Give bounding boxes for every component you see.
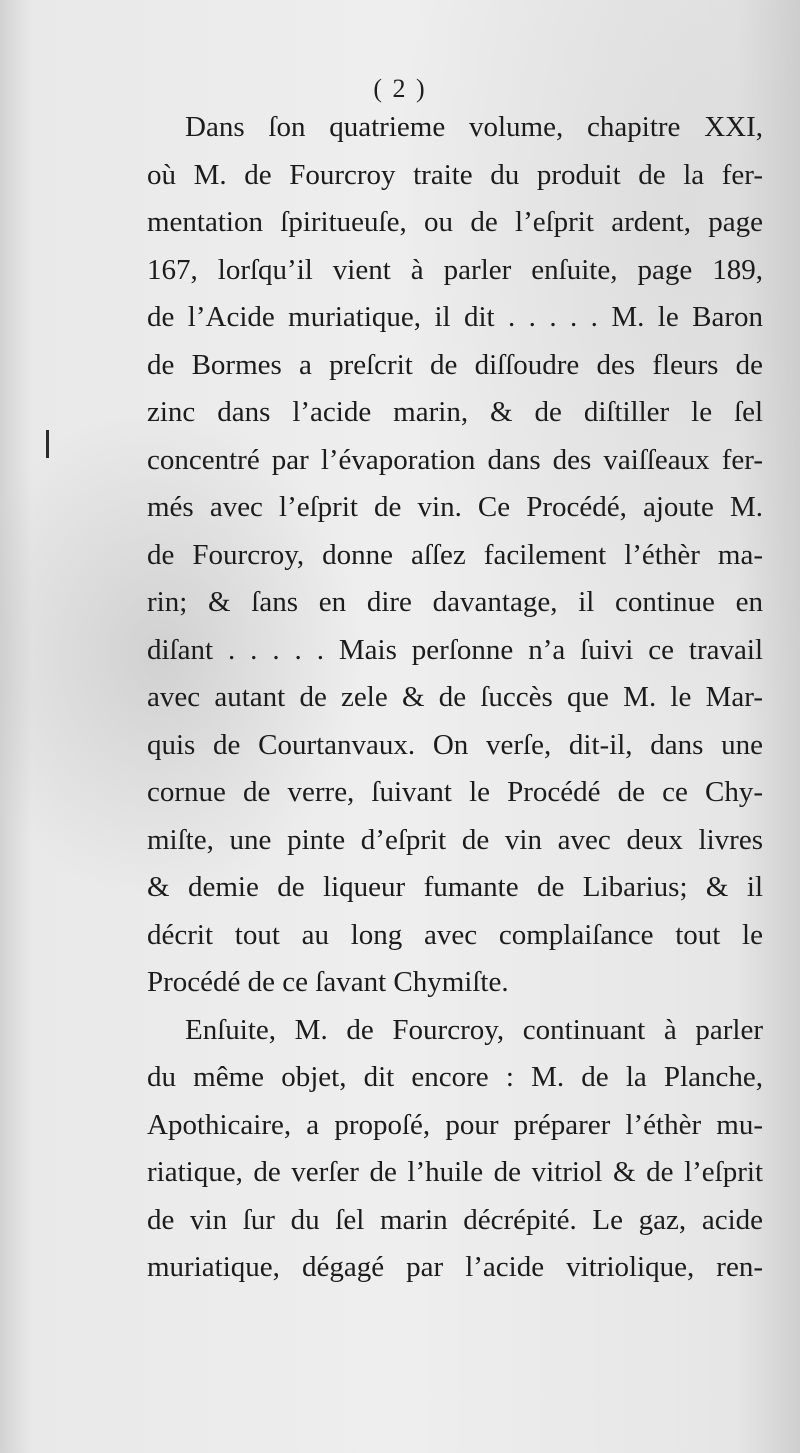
paragraph-1 [147,104,763,1007]
text-line: de Fourcroy, donne aſſez facilement l’éthèr ma- [147,538,763,571]
text-line: décrit tout au long avec complaiſance tout le [147,918,763,951]
body-text [147,104,763,1292]
text-line: diſant . . . . . Mais perſonne n’a ſuivi ce travail [147,633,763,666]
text-line: avec autant de zele & de ſuccès que M. le Mar- [147,681,763,713]
text-line: riatique, de verſer de l’huile de vitriol & de l’eſprit [147,1156,763,1188]
text-line: zinc dans l’acide marin, & de diſtiller le ſel [147,396,763,428]
text-line: miſte, une pinte d’eſprit de vin avec deux livres [147,823,763,856]
text-line: de l’Acide muriatique, il dit . . . . . M. le Baron [147,301,763,333]
text-line: Enſuite, M. de Fourcroy, continuant à parler [185,1013,763,1046]
paragraph-2 [147,1007,763,1292]
text-line: concentré par l’évaporation dans des vaiſſeaux fer- [147,443,763,476]
text-line: Procédé de ce ſavant Chymiſte. [147,966,509,998]
text-line: où M. de Fourcroy traite du produit de la fer- [147,158,763,191]
text-line: rin; & ſans en dire davantage, il continue en [147,586,763,618]
text-line: Apothicaire, a propoſé, pour préparer l’éthèr mu- [147,1108,763,1141]
margin-mark [46,430,49,458]
text-line: & demie de liqueur fumante de Libarius; & il [147,871,763,903]
text-line: muriatique, dégagé par l’acide vitriolique, ren- [147,1251,763,1283]
text-line: mentation ſpiritueuſe, ou de l’eſprit ardent, page [147,206,763,238]
text-line: de vin ſur du ſel marin décrépité. Le gaz, acide [147,1203,763,1236]
text-line: de Bormes a preſcrit de diſſoudre des fleurs de [147,348,763,381]
text-line: Dans ſon quatrieme volume, chapitre XXI, [185,111,763,143]
text-line: cornue de verre, ſuivant le Procédé de ce Chy- [147,776,763,808]
text-line: quis de Courtanvaux. On verſe, dit-il, dans une [147,728,763,761]
text-line: més avec l’eſprit de vin. Ce Procédé, ajoute M. [147,491,763,523]
text-line: du même objet, dit encore : M. de la Planche, [147,1061,763,1093]
page-number: ( 2 ) [373,74,427,103]
text-line: 167, lorſqu’il vient à parler enſuite, page 189, [147,253,763,286]
